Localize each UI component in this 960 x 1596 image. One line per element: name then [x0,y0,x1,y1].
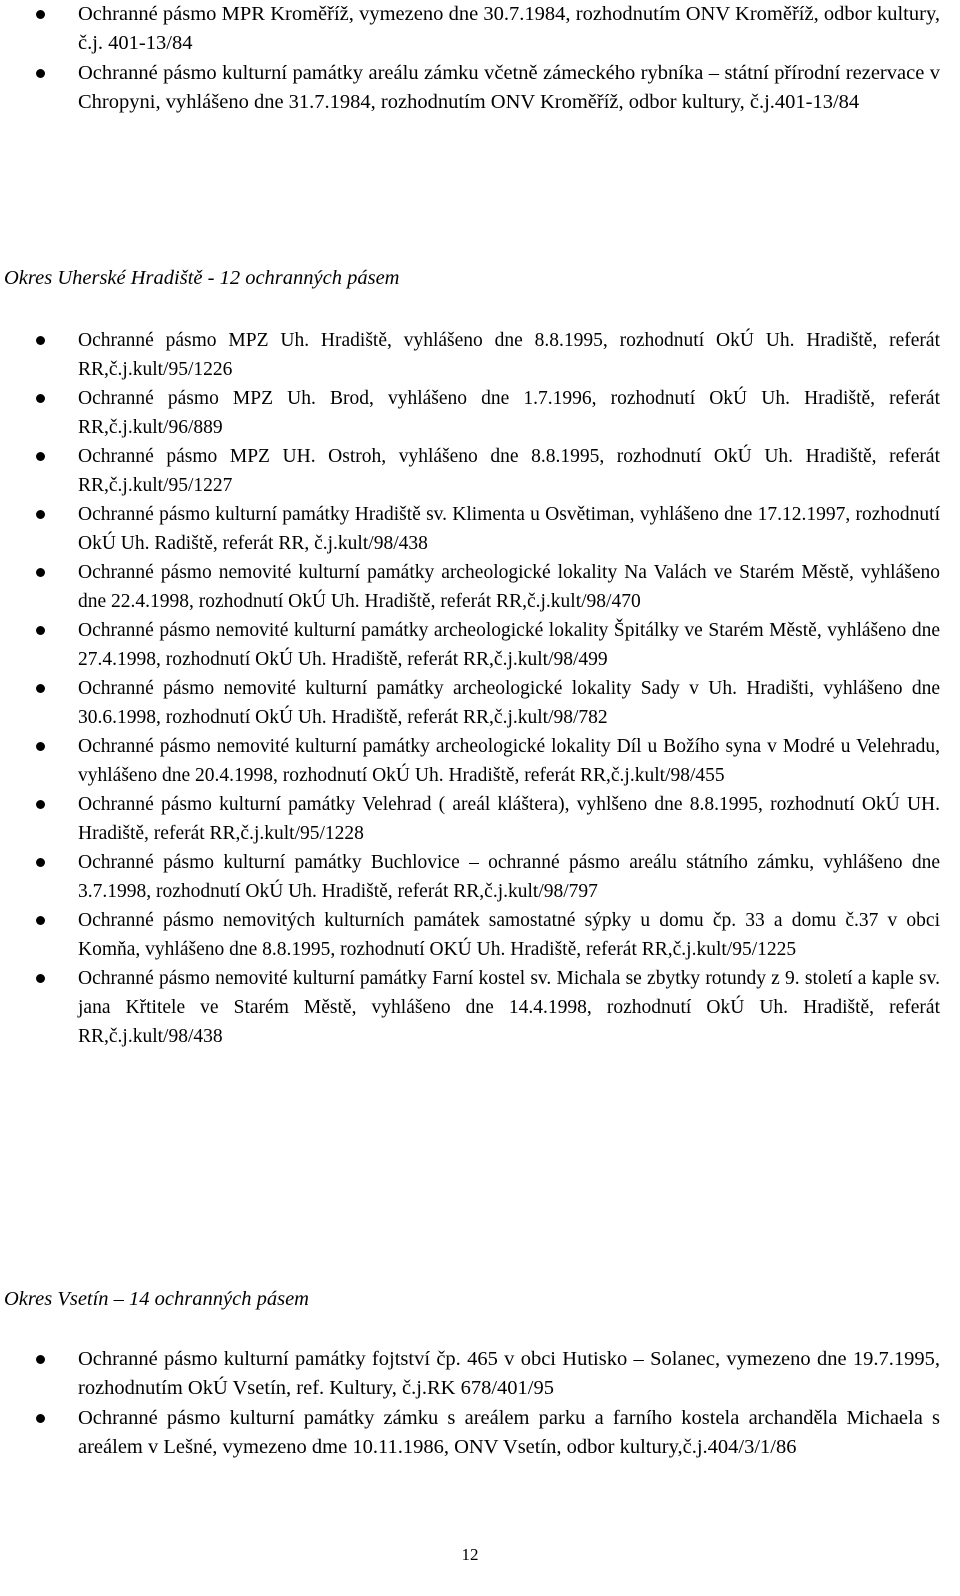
list-item: Ochranné pásmo kulturní památky areálu zámku včetně zámeckého rybníka – státní přírodní rezervace v Chropyni, vyhlášeno dne 31.7.1984, rozhodnutím ONV Kroměříž, odbor kultury, č.j.401-13/84 [0,59,960,118]
list-item: Ochranné pásmo kulturní památky zámku s areálem parku a farního kostela archanděla Michaela s areálem v Lešné, vymezeno dme 10.11.1986, ONV Vsetín, odbor kultury,č.j.404/3/1/86 [0,1404,960,1463]
section-heading-vsetin: Okres Vsetín – 14 ochranných pásem [4,1288,309,1310]
list-item: Ochranné pásmo kulturní památky Hradiště sv. Klimenta u Osvětiman, vyhlášeno dne 17.12.1997, rozhodnutí OkÚ Uh. Radiště, referát RR, č.j.kult/98/438 [0,500,960,558]
page-number: 12 [461,1545,479,1564]
list-item: Ochranné pásmo kulturní památky Buchlovice – ochranné pásmo areálu státního zámku, vyhlášeno dne 3.7.1998, rozhodnutí OkÚ Uh. Hradiště, referát RR,č.j.kult/98/797 [0,848,960,906]
list-item: Ochranné pásmo nemovité kulturní památky archeologické lokality Na Valách ve Starém Městě, vyhlášeno dne 22.4.1998, rozhodnutí OkÚ Uh. Hradiště, referát RR,č.j.kult/98/470 [0,558,960,616]
section-heading-uherske-hradiste: Okres Uherské Hradiště - 12 ochranných pásem [4,267,400,289]
uherske-hradiste-list [0,326,960,1051]
list-item: Ochranné pásmo MPZ UH. Ostroh, vyhlášeno dne 8.8.1995, rozhodnutí OkÚ Uh. Hradiště, referát RR,č.j.kult/95/1227 [0,442,960,500]
list-item: Ochranné pásmo nemovité kulturní památky archeologické lokality Sady v Uh. Hradišti, vyhlášeno dne 30.6.1998, rozhodnutí OkÚ Uh. Hradiště, referát RR,č.j.kult/98/782 [0,674,960,732]
list-item: Ochranné pásmo nemovitých kulturních památek samostatné sýpky u domu čp. 33 a domu č.37 v obci Komňa, vyhlášeno dne 8.8.1995, rozhodnutí OKÚ Uh. Hradiště, referát RR,č.j.kult/95/1225 [0,906,960,964]
list-item: Ochranné pásmo MPZ Uh. Hradiště, vyhlášeno dne 8.8.1995, rozhodnutí OkÚ Uh. Hradiště, referát RR,č.j.kult/95/1226 [0,326,960,384]
top-list [0,0,960,118]
list-item: Ochranné pásmo kulturní památky Velehrad ( areál kláštera), vyhlšeno dne 8.8.1995, rozhodnutí OkÚ UH. Hradiště, referát RR,č.j.kult/95/1228 [0,790,960,848]
vsetin-list [0,1345,960,1463]
list-item: Ochranné pásmo nemovité kulturní památky archeologické lokality Špitálky ve Starém Městě, vyhlášeno dne 27.4.1998, rozhodnutí OkÚ Uh. Hradiště, referát RR,č.j.kult/98/499 [0,616,960,674]
list-item: Ochranné pásmo MPR Kroměříž, vymezeno dne 30.7.1984, rozhodnutím ONV Kroměříž, odbor kultury, č.j. 401-13/84 [0,0,960,59]
list-item: Ochranné pásmo nemovité kulturní památky archeologické lokality Díl u Božího syna v Modré u Velehradu, vyhlášeno dne 20.4.1998, rozhodnutí OkÚ Uh. Hradiště, referát RR,č.j.kult/98/455 [0,732,960,790]
list-item: Ochranné pásmo kulturní památky fojtství čp. 465 v obci Hutisko – Solanec, vymezeno dne 19.7.1995, rozhodnutím OkÚ Vsetín, ref. Kultury, č.j.RK 678/401/95 [0,1345,960,1404]
list-item: Ochranné pásmo MPZ Uh. Brod, vyhlášeno dne 1.7.1996, rozhodnutí OkÚ Uh. Hradiště, referát RR,č.j.kult/96/889 [0,384,960,442]
list-item: Ochranné pásmo nemovité kulturní památky Farní kostel sv. Michala se zbytky rotundy z 9. století a kaple sv. jana Křtitele ve Starém Městě, vyhlášeno dne 14.4.1998, rozhodnutí OkÚ Uh. Hradiště, referát RR,č.j.kult/98/438 [0,964,960,1051]
